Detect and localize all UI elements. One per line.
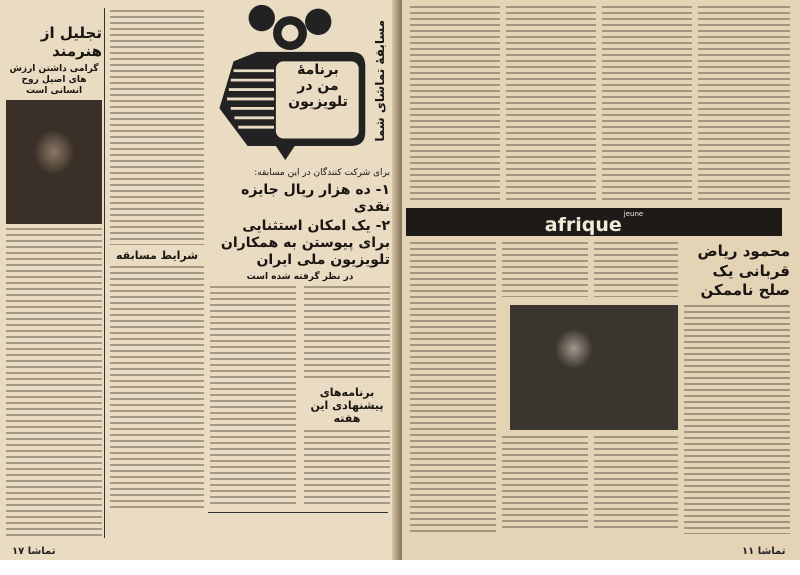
page-number: تماشا ۱۷ [12,546,56,557]
artist-portrait [6,100,102,224]
article-title: تجلیل از هنرمند [40,24,102,60]
right-page [402,0,800,560]
banner-big: afrique [544,214,622,236]
news-photo [510,305,678,430]
page-number: تماشا ۱۱ [742,546,786,557]
jeune-afrique-banner [406,208,782,236]
article-text-col1 [410,242,496,532]
article-text-col4 [684,305,790,535]
prize-1: ۱- ده هزار ریال جایزه نقدی [241,181,390,215]
article-text-col2 [502,242,588,297]
article-subtitle: گرامی داشتن ارزش های اصیل روح انسانی است [9,64,99,96]
prize-2: ۲- یک امکان استثنایی برای پیوستن به همکاران تلویزیون ملی ایران [220,218,390,268]
top-text-col3 [602,6,692,202]
tv-contest-feature [210,0,390,506]
proposals-heading: برنامه‌های پیشنهادی این هفته [310,386,384,426]
illustration-area [210,0,390,165]
proposals-text [304,430,390,506]
side-title: مسابقهٔ تماشای شما [373,20,387,142]
feature-col-a [304,286,390,506]
conditions-text [110,266,204,510]
article-text [6,228,102,536]
contest-intro: برای شرکت کنندگان در این مسابقه: [254,168,390,178]
program-list-column [110,10,204,510]
article-headline-column [684,242,790,534]
top-text-col4 [698,6,790,202]
top-text-col1 [410,6,500,202]
article-text-col3 [594,242,678,297]
logo-line: تلویزیون [288,94,348,111]
artist-article-column [6,24,102,536]
article-text-col3b [594,436,678,532]
article-text-col2b [502,436,588,532]
feature-col-b [210,286,296,506]
left-page [0,0,398,560]
prize-footnote: در نظر گرفته شده است [246,271,354,282]
banner-small: jeune [623,210,644,218]
top-text-col2 [506,6,596,202]
feature-text-col1 [210,286,296,506]
feature-columns [210,286,390,506]
program-list-text [110,10,204,245]
logo-line: برنامهٔ [297,62,339,78]
program-logo [278,62,358,110]
conditions-heading: شرایط مسابقه [115,249,199,262]
article-title: محمود ریاض قربانی یک صلح ناممکن [697,242,790,299]
feature-text-col2 [304,286,390,382]
logo-line: من در [297,78,339,95]
